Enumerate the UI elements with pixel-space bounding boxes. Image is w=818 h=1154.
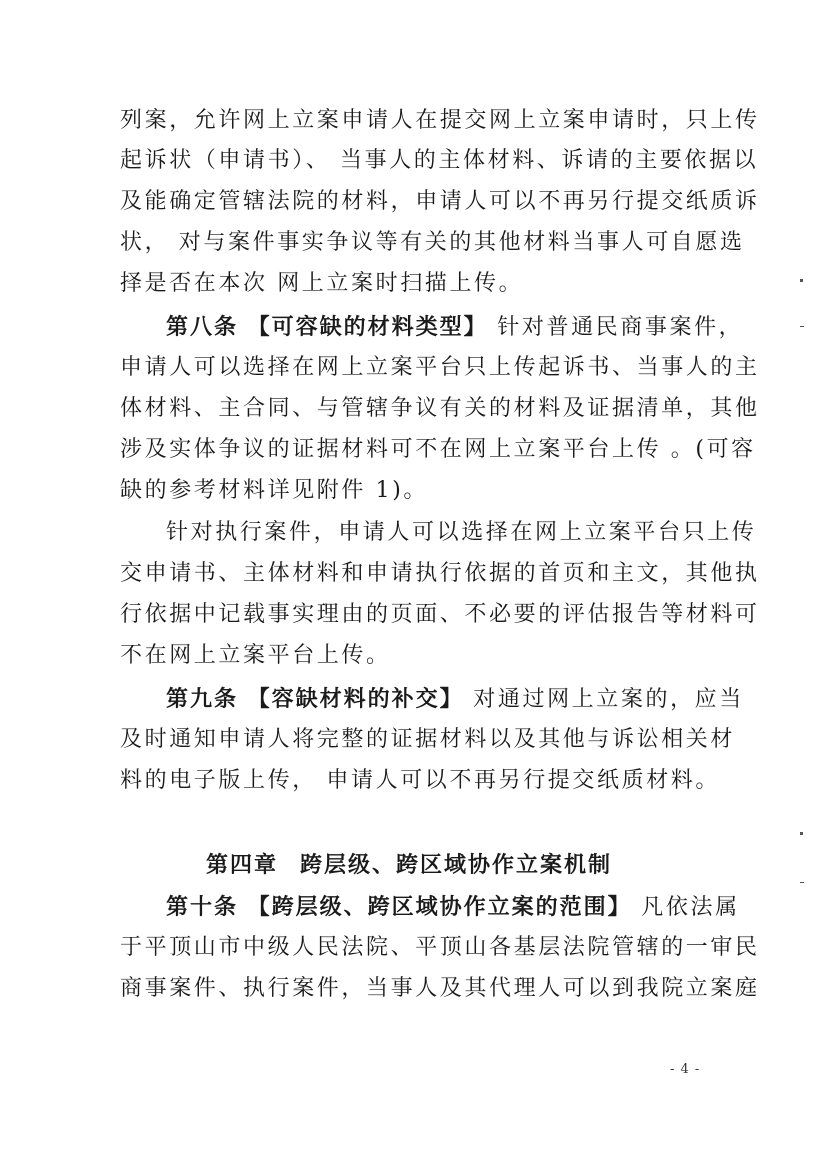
article-8-heading: 第八条 【可容缺的材料类型】 (166, 314, 488, 340)
text-line: 体材料、主合同、与管辖争议有关的材料及证据清单，其他 (120, 396, 760, 421)
page-number: - 4 - (670, 1062, 701, 1077)
text-line: 状， 对与案件事实争议等有关的其他材料当事人可自愿选 (120, 230, 745, 255)
text-span: 对通过网上立案的，应当 (463, 687, 744, 712)
scan-mark (800, 832, 803, 835)
chapter-title: 跨层级、跨区域协作立案机制 (300, 852, 613, 878)
text-line: 交申请书、主体材料和申请执行依据的首页和主文，其他执 (120, 561, 760, 586)
text-span: 凡依法属 (631, 895, 740, 920)
chapter-heading (0, 851, 818, 879)
scan-mark (800, 882, 804, 883)
article-9-first-line (166, 685, 744, 713)
text-line: 针对执行案件，申请人可以选择在网上立案平台只上传 (166, 520, 757, 545)
text-line: 不在网上立案平台上传。 (120, 643, 391, 668)
text-line: 于平顶山市中级人民法院、平顶山各基层法院管辖的一审民 (120, 935, 760, 960)
text-line: 列案，允许网上立案申请人在提交网上立案申请时，只上传 (120, 108, 760, 133)
text-line: 行依据中记载事实理由的页面、不必要的评估报告等材料可 (120, 602, 760, 627)
text-line: 涉及实体争议的证据材料可不在网上立案平台上传 。(可容 (120, 437, 756, 462)
text-line: 申请人可以选择在网上立案平台只上传起诉书、当事人的主 (120, 355, 760, 380)
article-8-first-line (166, 313, 744, 341)
text-line: 缺的参考材料详见附件 1)。 (120, 478, 428, 503)
text-line: 及时通知申请人将完整的证据材料以及其他与诉讼相关材 (120, 727, 736, 752)
chapter-number: 第四章 (205, 852, 278, 878)
article-10-first-line (166, 893, 740, 921)
scan-mark (800, 326, 804, 327)
text-line: 商事案件、执行案件，当事人及其代理人可以到我院立案庭 (120, 976, 760, 1001)
text-line: 起诉状（申请书）、 当事人的主体材料、诉请的主要依据以 (120, 148, 759, 173)
article-10-heading: 第十条 【跨层级、跨区域协作立案的范围】 (166, 894, 632, 920)
text-line: 择是否在本次 网上立案时扫描上传。 (120, 271, 524, 296)
text-line: 及能确定管辖法院的材料，申请人可以不再另行提交纸质诉 (120, 189, 760, 214)
article-9-heading: 第九条 【容缺材料的补交】 (166, 686, 464, 712)
text-span: 针对普通民商事案件， (487, 315, 744, 340)
text-line: 料的电子版上传， 申请人可以不再另行提交纸质材料。 (120, 768, 720, 793)
scan-mark (800, 279, 803, 282)
